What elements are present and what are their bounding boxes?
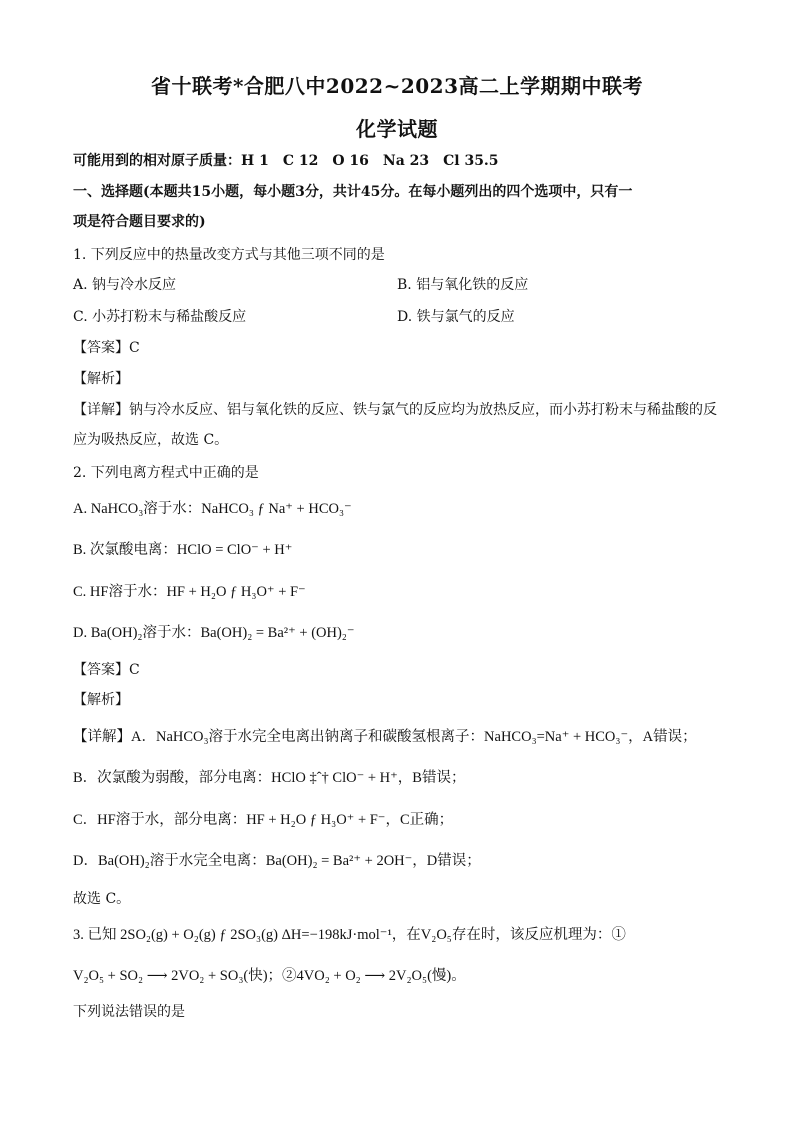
q2-answer: 【答案】C xyxy=(73,662,140,678)
atomic-masses: 可能用到的相对原子质量：H 1 C 12 O 16 Na 23 Cl 35.5 xyxy=(73,153,499,169)
q1-analysis-label: 【解析】 xyxy=(73,371,129,387)
q2-analysis-label: 【解析】 xyxy=(73,692,129,708)
q2-detail-c: C．HF溶于水，部分电离：HF + H₂O ƒ H₃O⁺ + F⁻，C正确； xyxy=(73,812,454,828)
exam-title: 省十联考*合肥八中2022~2023高二上学期期中联考 xyxy=(150,74,644,98)
q1-detail-line2: 应为吸热反应，故选 C。 xyxy=(73,432,229,448)
q3-stem-line3: 下列说法错误的是 xyxy=(73,1004,185,1020)
section-heading-line1: 一、选择题(本题共15小题，每小题3分，共计45分。在每小题列出的四个选项中，只有一 xyxy=(73,184,633,200)
q3-stem-line1: 3. 已知 2SO₂(g) + O₂(g) ƒ 2SO₃(g) ΔH=−198kJ·mol⁻¹，在V₂O₅存在时，该反应机理为：① xyxy=(73,927,626,943)
q1-stem: 1. 下列反应中的热量改变方式与其他三项不同的是 xyxy=(73,247,385,263)
q2-option-d: D. Ba(OH)₂溶于水：Ba(OH)₂ = Ba²⁺ + (OH)₂⁻ xyxy=(73,625,355,641)
q2-detail-a: 【详解】A．NaHCO₃溶于水完全电离出钠离子和碳酸氢根离子：NaHCO₃=Na⁺ + HCO₃⁻，A错误； xyxy=(73,729,697,745)
q2-detail-d: D．Ba(OH)₂溶于水完全电离：Ba(OH)₂ = Ba²⁺ + 2OH⁻，D错误； xyxy=(73,853,481,869)
exam-subtitle: 化学试题 xyxy=(356,117,438,141)
q1-option-d: D. 铁与氯气的反应 xyxy=(397,309,515,325)
q2-option-a: A. NaHCO₃溶于水：NaHCO₃ ƒ Na⁺ + HCO₃⁻ xyxy=(73,501,352,517)
q2-conclusion: 故选 C。 xyxy=(73,891,131,907)
q2-option-b: B. 次氯酸电离：HClO = ClO⁻ + H⁺ xyxy=(73,542,293,558)
section-heading-line2: 项是符合题目要求的) xyxy=(73,214,206,230)
q1-option-c: C. 小苏打粉末与稀盐酸反应 xyxy=(73,309,247,325)
q2-option-c: C. HF溶于水：HF + H₂O ƒ H₃O⁺ + F⁻ xyxy=(73,584,306,600)
q1-option-a: A. 钠与冷水反应 xyxy=(73,277,177,293)
q1-detail-line1: 【详解】钠与冷水反应、铝与氧化铁的反应、铁与氯气的反应均为放热反应，而小苏打粉末与稀盐酸的反 xyxy=(73,402,717,418)
q1-option-b: B. 铝与氧化铁的反应 xyxy=(397,277,529,293)
q2-detail-b: B．次氯酸为弱酸，部分电离：HClO ‡ˆ† ClO⁻ + H⁺，B错误； xyxy=(73,770,466,786)
q1-answer: 【答案】C xyxy=(73,340,140,356)
q3-stem-line2: V₂O₅ + SO₂ ⟶ 2VO₂ + SO₃(快)；②4VO₂ + O₂ ⟶ 2V₂O₅(慢)。 xyxy=(73,968,466,984)
q2-stem: 2. 下列电离方程式中正确的是 xyxy=(73,465,259,481)
